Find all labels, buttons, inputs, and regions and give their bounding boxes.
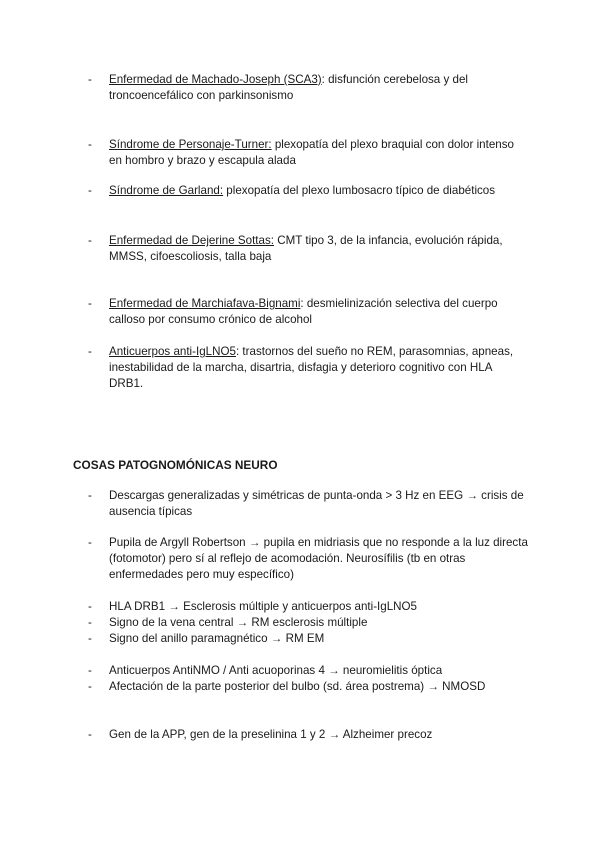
item-text: Afectación de la parte posterior del bulbo (sd. área postrema) → NMOSD (109, 680, 486, 693)
bullet-dash: - (88, 600, 92, 613)
bullet-dash: - (88, 680, 92, 693)
bullet-dash: - (88, 138, 92, 151)
item-description: CMT tipo 3, de la infancia, evolución rápida, MMSS, cifoescoliosis, talla baja (109, 234, 503, 263)
bullet-dash: - (88, 73, 92, 86)
item-text: Pupila de Argyll Robertson → pupila en midriasis que no responde a la luz directa (fotomotor) pero sí al reflejo de acomodación. Neurosífilis (tb en otras enfermedades pero muy específico) (109, 536, 528, 581)
list-item-machado-joseph (88, 72, 528, 104)
list-item-dejerine-sottas (88, 233, 528, 265)
list-item (88, 535, 528, 583)
bullet-dash: - (88, 728, 92, 741)
item-text (109, 344, 528, 392)
item-description: plexopatía del plexo braquial con dolor intenso en hombro y brazo y escapula alada (109, 138, 514, 167)
list-item-personaje-turner (88, 137, 528, 169)
item-text (109, 183, 528, 199)
item-text: Signo de la vena central → RM esclerosis múltiple (109, 616, 368, 629)
bullet-dash: - (88, 632, 92, 645)
section-heading: COSAS PATOGNOMÓNICAS NEURO (73, 458, 278, 472)
list-item (88, 727, 528, 743)
bullet-dash: - (88, 536, 92, 549)
bullet-dash: - (88, 345, 92, 358)
list-item-marchiafava-bignami (88, 296, 528, 328)
item-term: Síndrome de Personaje-Turner: (109, 138, 272, 151)
bullet-dash: - (88, 489, 92, 502)
item-description: : trastornos del sueño no REM, parasomnias, apneas, inestabilidad de la marcha, disartria, disfagia y deterioro cognitivo con HLA DRB1. (109, 345, 514, 390)
bullet-dash: - (88, 297, 92, 310)
item-text: Gen de la APP, gen de la preselinina 1 y 2 → Alzheimer precoz (109, 728, 433, 741)
list-item-anti-iglno5 (88, 344, 528, 392)
bullet-dash: - (88, 234, 92, 247)
bullet-dash: - (88, 184, 92, 197)
list-item-garland (88, 183, 528, 199)
item-term: Síndrome de Garland: (109, 184, 224, 197)
item-term: Enfermedad de Machado-Joseph (SCA3) (109, 73, 322, 86)
bullet-dash: - (88, 664, 92, 677)
item-description: : disfunción cerebelosa y del troncoencefálico con parkinsonismo (109, 73, 468, 102)
item-text: Signo del anillo paramagnético → RM EM (109, 632, 325, 645)
list-item (88, 631, 528, 647)
list-item (88, 663, 528, 679)
item-text (109, 233, 528, 265)
item-term: Enfermedad de Dejerine Sottas: (109, 234, 274, 247)
list-item (88, 488, 528, 520)
item-text (109, 137, 528, 169)
item-term: Anticuerpos anti-IgLNO5 (109, 345, 236, 358)
bullet-dash: - (88, 616, 92, 629)
item-term: Enfermedad de Marchiafava-Bignami (109, 297, 301, 310)
item-text: HLA DRB1 → Esclerosis múltiple y anticuerpos anti-IgLNO5 (109, 600, 418, 613)
item-text (109, 72, 528, 104)
item-description: plexopatía del plexo lumbosacro típico de diabéticos (223, 184, 496, 197)
item-text: Descargas generalizadas y simétricas de punta-onda > 3 Hz en EEG → crisis de ausencia típicas (109, 489, 524, 518)
item-text: Anticuerpos AntiNMO / Anti acuoporinas 4 → neuromielitis óptica (109, 664, 443, 677)
list-item (88, 599, 528, 615)
item-text (109, 296, 528, 328)
list-item (88, 679, 528, 695)
list-item (88, 615, 528, 631)
item-description: : desmielinización selectiva del cuerpo calloso por consumo crónico de alcohol (109, 297, 498, 326)
